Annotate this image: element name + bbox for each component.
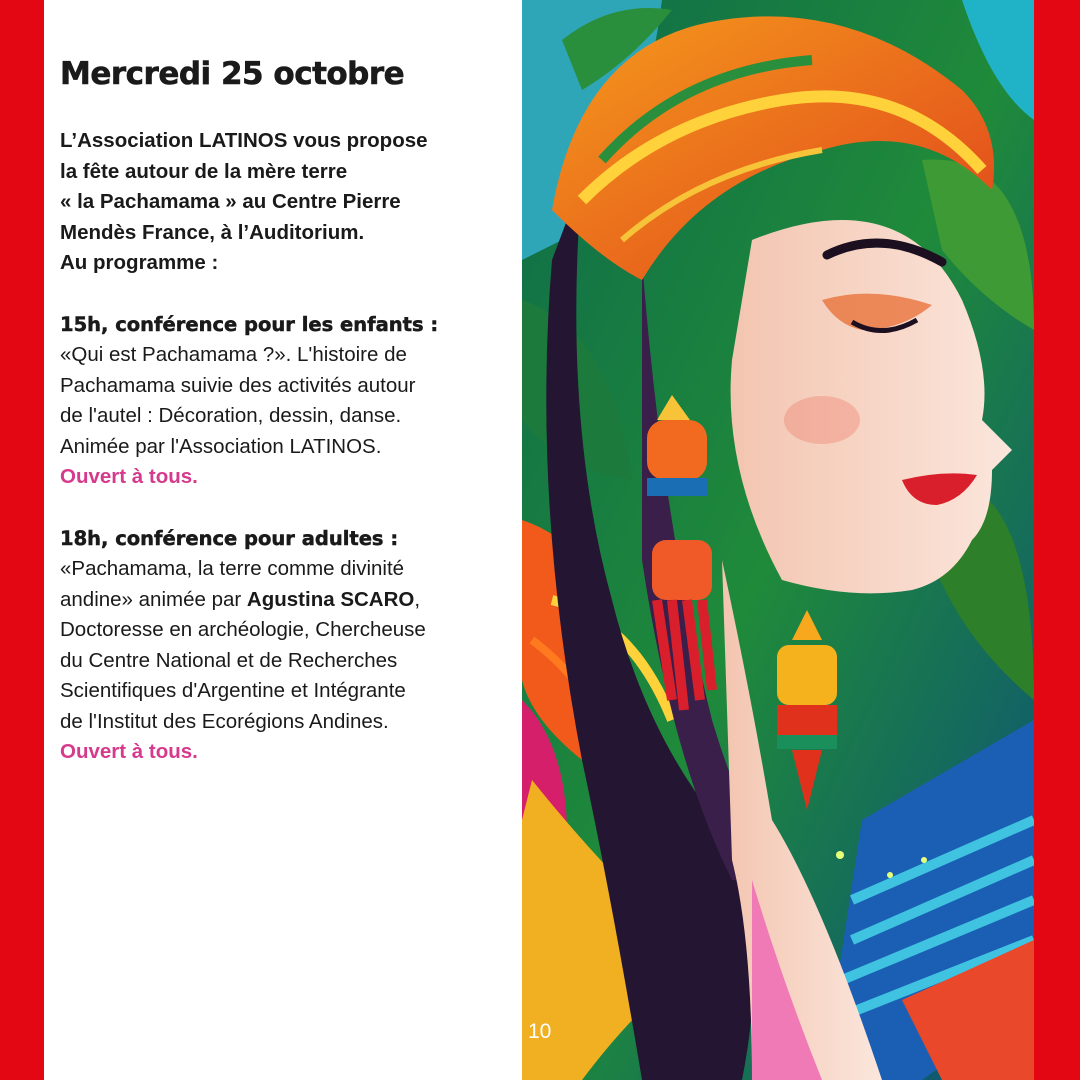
event-line: du Centre National et de Recherches xyxy=(60,648,398,672)
speaker-name: Agustina SCARO xyxy=(246,587,415,611)
page-title: Mercredi 25 octobre xyxy=(60,56,405,92)
event-line: Scientifiques d'Argentine et Intégrante xyxy=(60,679,406,702)
event-line: «Qui est Pachamama ?». L'histoire de xyxy=(60,343,407,366)
intro-paragraph xyxy=(60,126,520,279)
pachamama-illustration xyxy=(522,0,1034,1080)
event-line-prefix: andine» animée par xyxy=(60,587,247,611)
event-adult-conference xyxy=(60,524,520,768)
event-heading: 18h, conférence pour adultes : xyxy=(60,526,399,550)
event-line: Pachamama suivie des activités autour xyxy=(60,373,416,397)
event-line: «Pachamama, la terre comme divinité xyxy=(60,557,405,580)
page-number: 10 xyxy=(528,1020,552,1043)
open-to-all-label: Ouvert à tous. xyxy=(60,465,198,488)
event-line: de l'Institut des Ecorégions Andines. xyxy=(60,709,389,733)
text-panel xyxy=(44,0,522,1080)
event-line-suffix: , xyxy=(414,587,421,611)
event-heading: 15h, conférence pour les enfants : xyxy=(60,312,439,336)
intro-line: Au programme : xyxy=(60,251,219,274)
intro-line: Mendès France, à l’Auditorium. xyxy=(60,220,365,244)
intro-line: la fête autour de la mère terre xyxy=(60,159,348,183)
event-line: Animée par l'Association LATINOS. xyxy=(60,434,382,458)
event-content xyxy=(60,52,520,768)
event-children-conference xyxy=(60,310,520,493)
intro-line: L’Association LATINOS vous propose xyxy=(60,129,428,152)
event-line: Doctoresse en archéologie, Chercheuse xyxy=(60,618,426,641)
event-line xyxy=(60,585,520,616)
event-line: de l'autel : Décoration, dessin, danse. xyxy=(60,404,402,427)
intro-line: « la Pachamama » au Centre Pierre xyxy=(60,190,401,213)
open-to-all-label: Ouvert à tous. xyxy=(60,740,198,763)
